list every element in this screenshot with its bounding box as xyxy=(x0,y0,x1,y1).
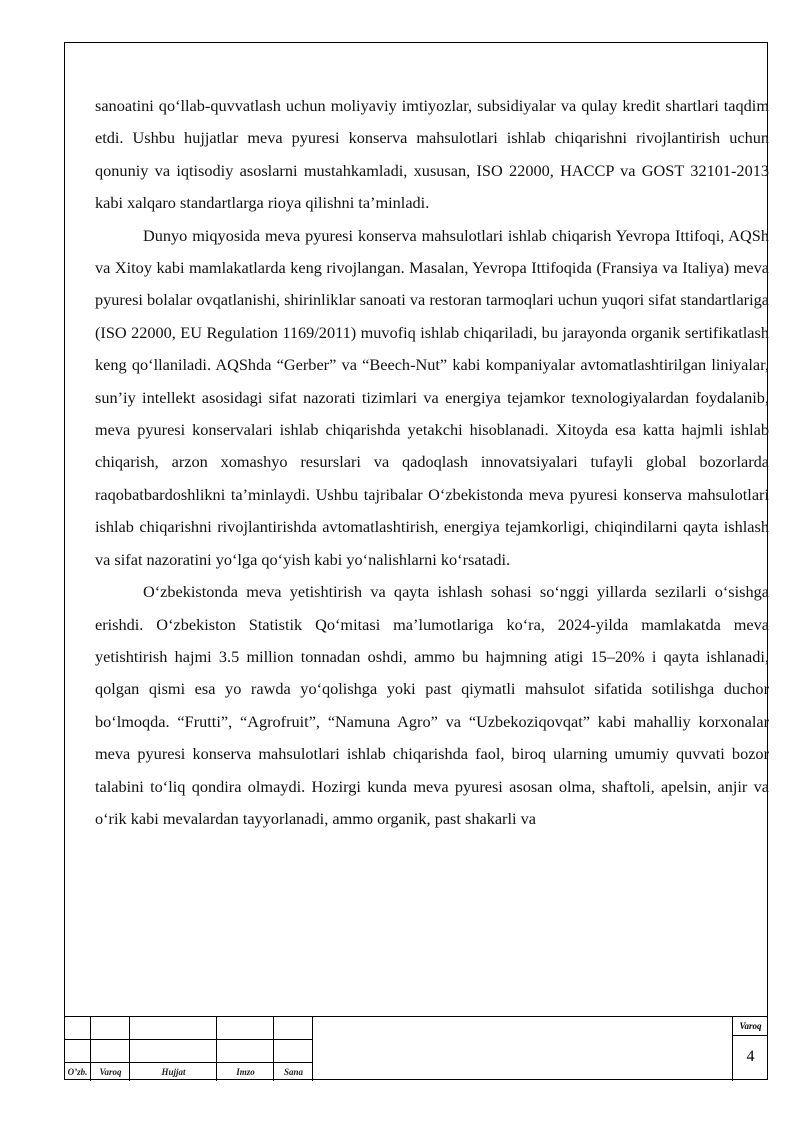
title-block-rule-2 xyxy=(64,1062,313,1063)
sheet-label: Varoq xyxy=(733,1017,768,1036)
title-block-label-sana: Sana xyxy=(283,1067,303,1077)
title-block-col-sana xyxy=(274,1017,313,1081)
paragraph-3: O‘zbekistonda meva yetishtirish va qayta ishlash sohasi so‘nggi yillarda sezilarli o‘sishga erishdi. O‘zbekiston Statistik Qo‘mitasi ma’lumotlariga ko‘ra, 2024-yilda mamlakatda meva yetishtirish hajmi 3.5 million tonnadan oshdi, ammo bu hajmning atigi 15–20% i qayta ishlanadi, qolgan qismi esa yo rawda yo‘qolishga yoki past qiymatli mahsulot sifatida sotilishga duchor bo‘lmoqda. “Frutti”, “Agrofruit”, “Namuna Agro” va “Uzbekoziqovqat” kabi mahalliy korxonalar meva pyuresi konserva mahsulotlari ishlab chiqarishda faol, biroq ularning umumiy quvvati bozor talabini to‘liq qondira olmaydi. Hozirgi kunda meva pyuresi asosan olma, shaftoli, apelsin, anjir va o‘rik kabi mevalardan tayyorlanadi, ammo organik, past shakarli va xyxy=(95,582,769,828)
title-block-rule-1 xyxy=(64,1039,313,1040)
paragraph-2: Dunyo miqyosida meva pyuresi konserva mahsulotlari ishlab chiqarish Yevropa Ittifoqi, AQSh va Xitoy kabi mamlakatlarda keng rivojlangan. Masalan, Yevropa Ittifoqida (Fransiya va Italiya) meva pyuresi bolalar ovqatlanishi, shirinliklar sanoati va restoran tarmoqlari uchun yuqori sifat standartlariga (ISO 22000, EU Regulation 1169/2011) muvofiq ishlab chiqariladi, bu jarayonda organik sertifikatlash keng qo‘llaniladi. AQShda “Gerber” va “Beech-Nut” kabi kompaniyalar avtomatlashtirilgan liniyalar, sun’iy intellekt asosidagi sifat nazorati tizimlari va energiya tejamkor texnologiyalardan foydalanib, meva pyuresi konservalari ishlab chiqarishda yetakchi hisoblanadi. Xitoyda esa katta hajmli ishlab chiqarish, arzon xomashyo resurslari va qadoqlash innovatsiyalari tufayli global bozorlarda raqobatbardoshlikni ta’minlaydi. Ushbu tajribalar O‘zbekistonda meva pyuresi konserva mahsulotlari ishlab chiqarishni rivojlantirishda avtomatlashtirish, energiya tejamkorligi, chiqindilarni qayta ishlash va sifat nazoratini yo‘lga qo‘yish kabi yo‘nalishlarni ko‘rsatadi. xyxy=(95,225,769,569)
title-block-label-hujjat: Hujjat xyxy=(161,1067,186,1077)
paragraph-1: sanoatini qo‘llab-quvvatlash uchun moliyaviy imtiyozlar, subsidiyalar va qulay kredit shartlari taqdim etdi. Ushbu hujjatlar meva pyuresi konserva mahsulotlari ishlab chiqarishni rivojlantirish uchun qonuniy va iqtisodiy asoslarni mustahkamladi, xususan, ISO 22000, HACCP va GOST 32101-2013 kabi xalqaro standartlarga rioya qilishni ta’minladi. xyxy=(95,96,769,213)
title-block-col-imzo xyxy=(217,1017,274,1081)
sheet-number-box xyxy=(732,1017,768,1081)
title-block-label-ozb: O’zb. xyxy=(67,1067,88,1077)
title-block xyxy=(64,1016,768,1081)
title-block-label-imzo: Imzo xyxy=(236,1067,255,1077)
page-number: 4 xyxy=(746,1048,755,1065)
title-block-col-varoq xyxy=(91,1017,130,1081)
document-body xyxy=(95,90,769,835)
title-block-col-hujjat xyxy=(130,1017,217,1081)
title-block-label-varoq: Varoq xyxy=(99,1067,122,1077)
title-block-col-ozb xyxy=(64,1017,91,1081)
